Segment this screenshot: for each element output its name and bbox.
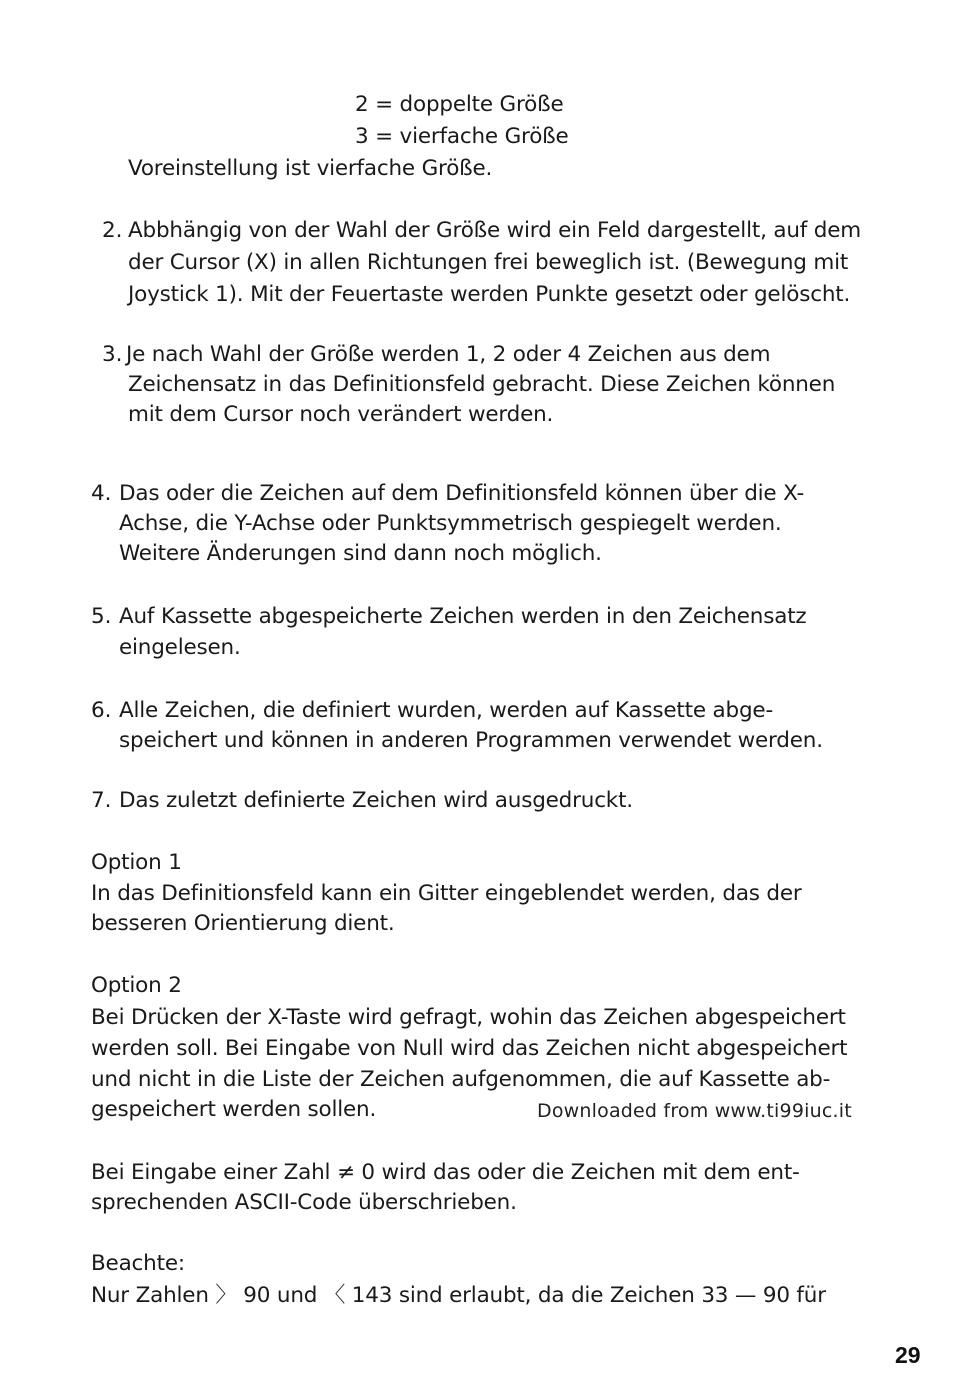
- option-1-title: Option 1: [91, 850, 182, 875]
- option-1-line-1: In das Definitionsfeld kann ein Gitter eingeblendet werden, das der: [91, 881, 802, 906]
- option-1-line-2: besseren Orientierung dient.: [91, 911, 395, 936]
- item-5-line-2: eingelesen.: [119, 635, 241, 660]
- option-2-line-2: werden soll. Bei Eingabe von Null wird das Zeichen nicht abgespeichert: [91, 1036, 848, 1061]
- option-2-para2-line-1: Bei Eingabe einer Zahl ≠ 0 wird das oder die Zeichen mit dem ent-: [91, 1160, 800, 1185]
- item-7-line-1: Das zuletzt definierte Zeichen wird ausgedruckt.: [119, 788, 633, 813]
- item-4-number: 4.: [91, 481, 112, 506]
- scale-default-line: Voreinstellung ist vierfache Größe.: [128, 156, 493, 181]
- page-number: 29: [895, 1342, 921, 1368]
- option-2-title: Option 2: [91, 973, 182, 998]
- item-6-line-1: Alle Zeichen, die definiert wurden, werden auf Kassette abge-: [119, 698, 774, 723]
- item-5-line-1: Auf Kassette abgespeicherte Zeichen werden in den Zeichensatz: [119, 604, 807, 629]
- scale-quadruple-line: 3 = vierfache Größe: [355, 124, 569, 149]
- option-2-line-1: Bei Drücken der X-Taste wird gefragt, wohin das Zeichen abgespeichert: [91, 1005, 846, 1030]
- item-6-number: 6.: [91, 698, 112, 723]
- item-4-line-2: Achse, die Y-Achse oder Punktsymmetrisch gespiegelt werden.: [119, 511, 782, 536]
- option-2-line-3: und nicht in die Liste der Zeichen aufgenommen, die auf Kassette ab-: [91, 1067, 831, 1092]
- scale-double-line: 2 = doppelte Größe: [355, 92, 564, 117]
- note-line: Nur Zahlen 〉 90 und 〈 143 sind erlaubt, da die Zeichen 33 — 90 für: [91, 1283, 826, 1308]
- item-6-line-2: speichert und können in anderen Programmen verwendet werden.: [119, 728, 823, 753]
- item-5-number: 5.: [91, 604, 112, 629]
- item-3-line-2: Zeichensatz in das Definitionsfeld gebracht. Diese Zeichen können: [128, 372, 836, 397]
- option-2-para2-line-2: sprechenden ASCII-Code überschrieben.: [91, 1190, 517, 1215]
- download-watermark: Downloaded from www.ti99iuc.it: [537, 1100, 852, 1122]
- item-2-number: 2.: [102, 218, 123, 243]
- item-4-line-1: Das oder die Zeichen auf dem Definitionsfeld können über die X-: [119, 481, 805, 506]
- item-3-number: 3.: [102, 342, 123, 367]
- item-2-line-1: Abbhängig von der Wahl der Größe wird ein Feld dargestellt, auf dem: [128, 218, 861, 243]
- item-7-number: 7.: [91, 788, 112, 813]
- note-title: Beachte:: [91, 1251, 185, 1276]
- item-3-line-3: mit dem Cursor noch verändert werden.: [128, 402, 554, 427]
- item-4-line-3: Weitere Änderungen sind dann noch möglich.: [119, 541, 602, 566]
- option-2-line-4: gespeichert werden sollen.: [91, 1097, 377, 1122]
- item-2-line-3: Joystick 1). Mit der Feuertaste werden Punkte gesetzt oder gelöscht.: [128, 282, 851, 307]
- item-3-line-1: Je nach Wahl der Größe werden 1, 2 oder 4 Zeichen aus dem: [126, 342, 771, 367]
- item-2-line-2: der Cursor (X) in allen Richtungen frei beweglich ist. (Bewegung mit: [128, 250, 849, 275]
